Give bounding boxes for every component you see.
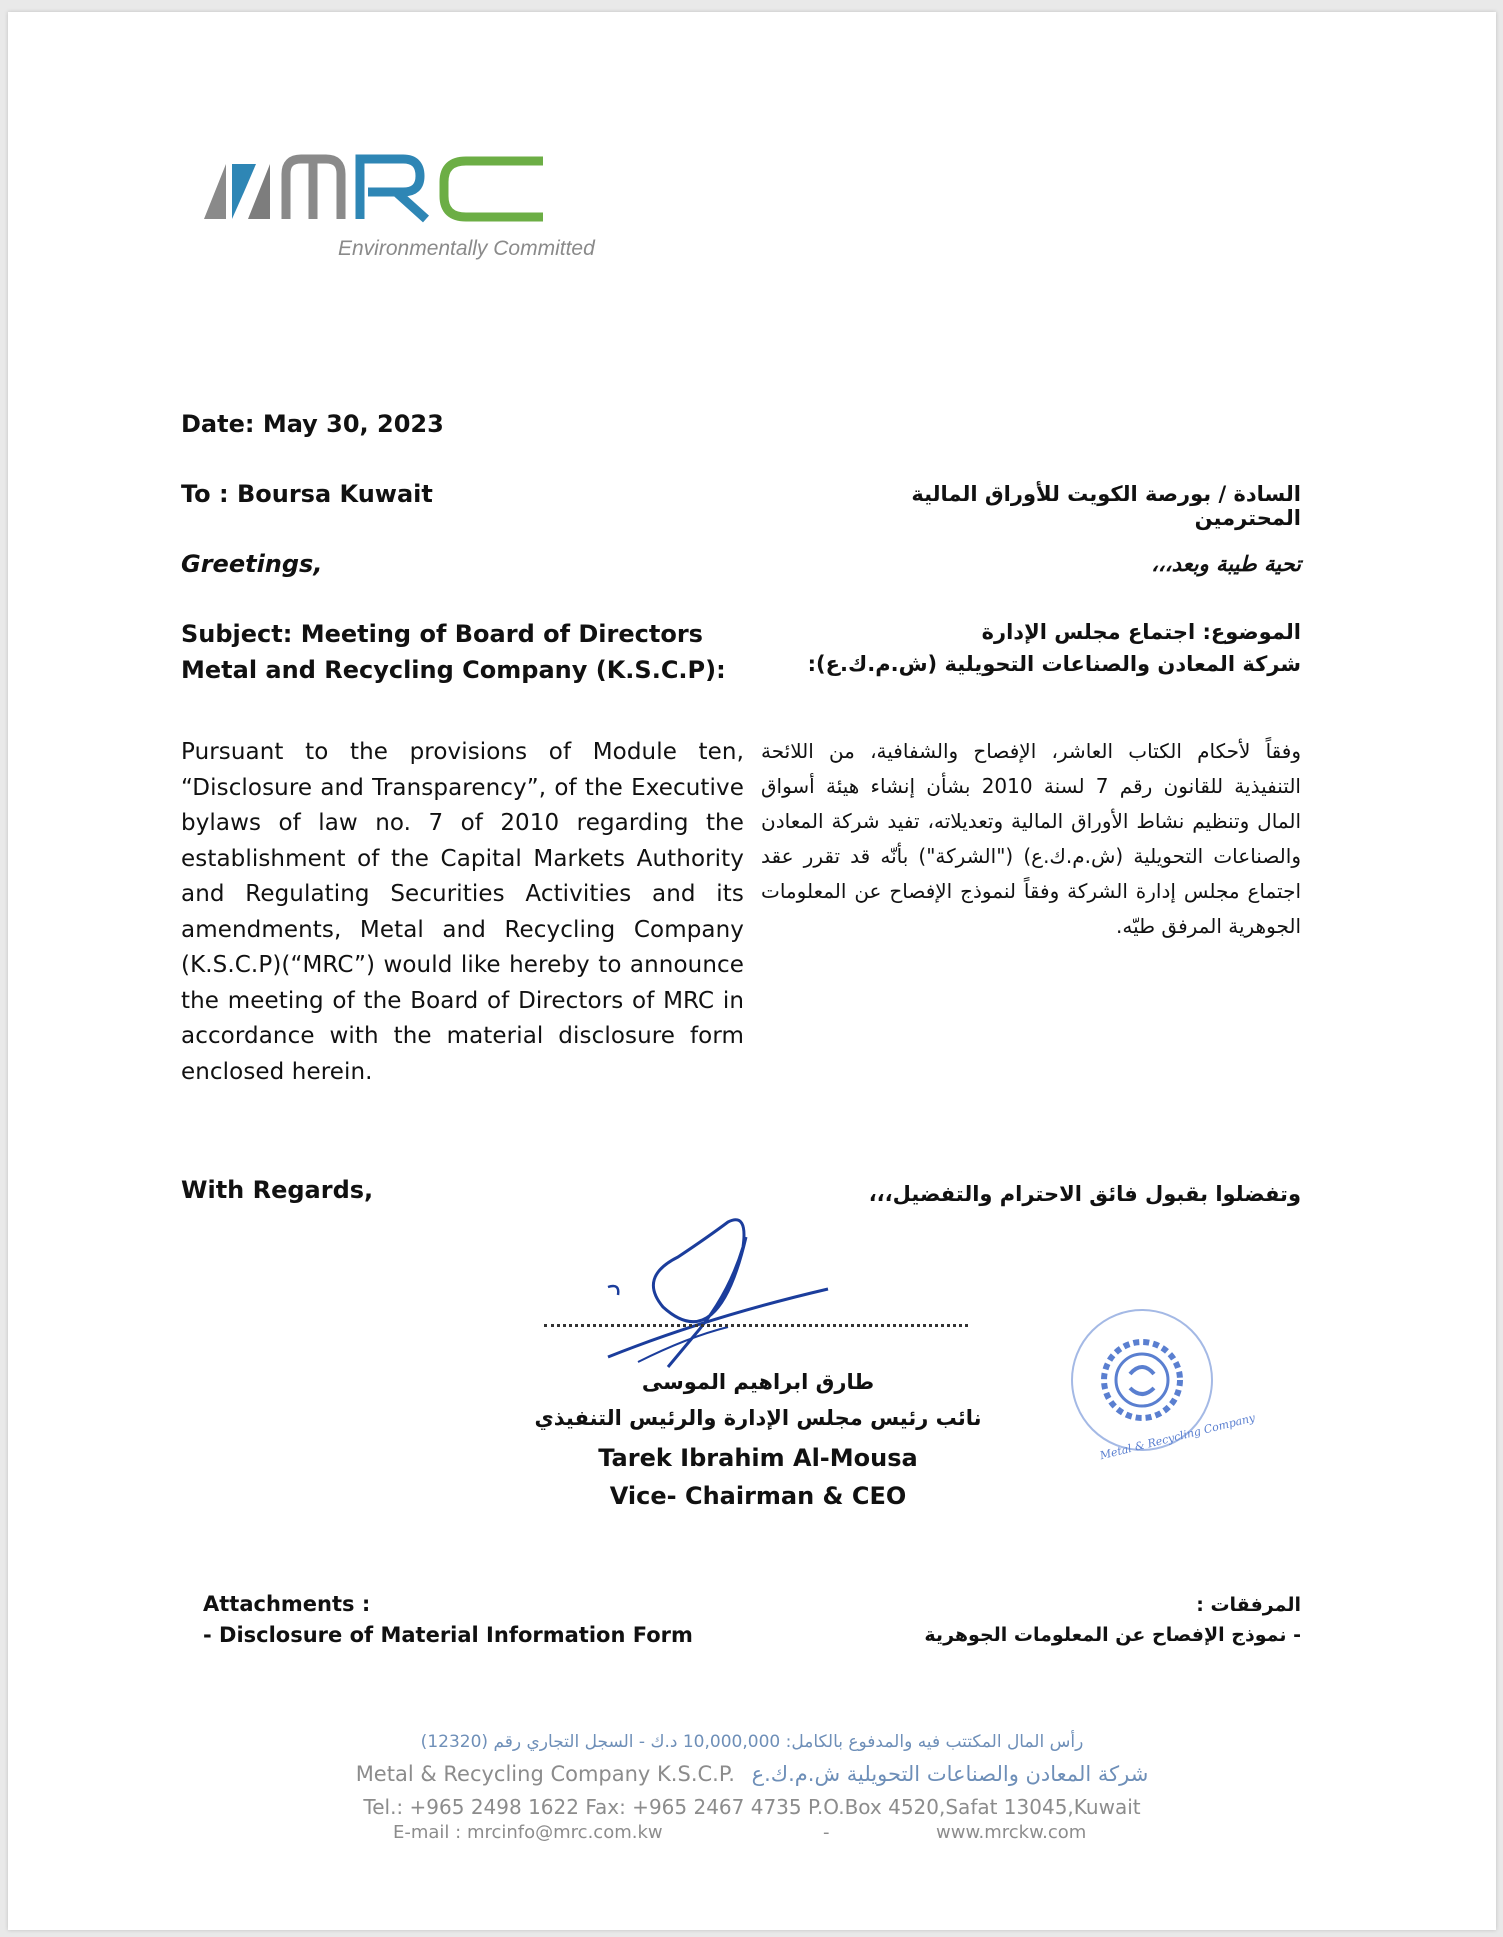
footer-company-en: Metal & Recycling Company K.S.C.P.: [355, 1762, 735, 1786]
logo-mark-grey: [204, 164, 226, 219]
document-page: [8, 12, 1496, 1930]
regards-en: With Regards,: [181, 1176, 374, 1204]
stamp-label: Metal & Recycling Company: [1098, 1411, 1257, 1463]
greeting-ar: تحية طيبة وبعد،،،: [1151, 552, 1301, 576]
footer-email: E-mail : mrcinfo@mrc.com.kw: [393, 1822, 663, 1843]
handwritten-signature: [598, 1217, 838, 1367]
attachments-label-en: Attachments :: [203, 1592, 371, 1616]
company-stamp: [1038, 1302, 1257, 1463]
signatory-name-en: Tarek Ibrahim Al-Mousa: [598, 1444, 918, 1472]
logo-letter-r: [360, 159, 426, 219]
signatory-title-en: Vice- Chairman & CEO: [609, 1482, 907, 1510]
letter-date: Date: May 30, 2023: [181, 410, 444, 438]
recipient-ar-honorific: المحترمين: [1194, 506, 1301, 530]
signatory-title-ar: نائب رئيس مجلس الإدارة والرئيس التنفيذي: [534, 1406, 982, 1430]
greeting-en: Greetings,: [181, 550, 323, 578]
footer-capital: رأس المال المكتتب فيه والمدفوع بالكامل: 10,000,000 د.ك - السجل التجاري رقم (12320): [420, 1732, 1084, 1752]
subject-en-line2: Metal and Recycling Company (K.S.C.P):: [181, 656, 726, 684]
attachment-item-ar: - نموذج الإفصاح عن المعلومات الجوهرية: [924, 1624, 1301, 1646]
logo-letter-m: [286, 159, 341, 219]
logo-letter-c: [444, 161, 543, 217]
signatory-name-ar: طارق ابراهيم الموسى: [641, 1370, 875, 1394]
recipient-en: To : Boursa Kuwait: [181, 480, 433, 508]
footer-contact: Tel.: +965 2498 1622 Fax: +965 2467 4735 P.O.Box 4520,Safat 13045,Kuwait: [363, 1795, 1141, 1819]
regards-ar: وتفضلوا بقبول فائق الاحترام والتفضيل،،،: [868, 1182, 1301, 1206]
footer-company-ar: شركة المعادن والصناعات التحويلية ش.م.ك.ع: [751, 1762, 1149, 1786]
signature-line: [544, 1324, 968, 1327]
footer-website: www.mrckw.com: [936, 1822, 1087, 1843]
footer-dash: -: [823, 1822, 830, 1843]
body-text-ar: وفقاً لأحكام الكتاب العاشر، الإفصاح والشفافية، من اللائحة التنفيذية للقانون رقم 7 لسنة 2010 بشأن إنشاء هيئة أسواق المال وتنظيم نشاط الأوراق المالية وتعديلاته، تفيد شركة المعادن والصناعات التحويلية (ش.م.ك.ع) ("الشركة") بأنّه قد تقرر عقد اجتماع مجلس إدارة الشركة وفقاً لنموذج الإفصاح عن المعلومات الجوهرية المرفق طيّه.: [761, 739, 1301, 938]
footer-company: [8, 1762, 1496, 1786]
logo-tagline: Environmentally Committed: [338, 237, 595, 260]
subject-en-line1: Subject: Meeting of Board of Directors: [181, 620, 703, 648]
recipient-ar: [781, 482, 1301, 530]
body-text-en: Pursuant to the provisions of Module ten, “Disclosure and Transparency”, of the Executive bylaws of law no. 7 of 2010 regarding the establishment of the Capital Markets Authority and Regulating Securities Activities and its amendments, Metal and Recycling Company (K.S.C.P)(“MRC”) would like hereby to announce the meeting of the Board of Directors of MRC in accordance with the material disclosure form enclosed herein.: [181, 739, 744, 1085]
subject-ar-line1: الموضوع: اجتماع مجلس الإدارة: [981, 620, 1301, 644]
subject-ar-line2: شركة المعادن والصناعات التحويلية (ش.م.ك.ع):: [807, 652, 1301, 676]
attachment-item-en: - Disclosure of Material Information Form: [203, 1623, 693, 1647]
attachments-label-ar: المرفقات :: [1196, 1594, 1301, 1616]
recipient-ar-name: السادة / بورصة الكويت للأوراق المالية: [911, 482, 1301, 506]
